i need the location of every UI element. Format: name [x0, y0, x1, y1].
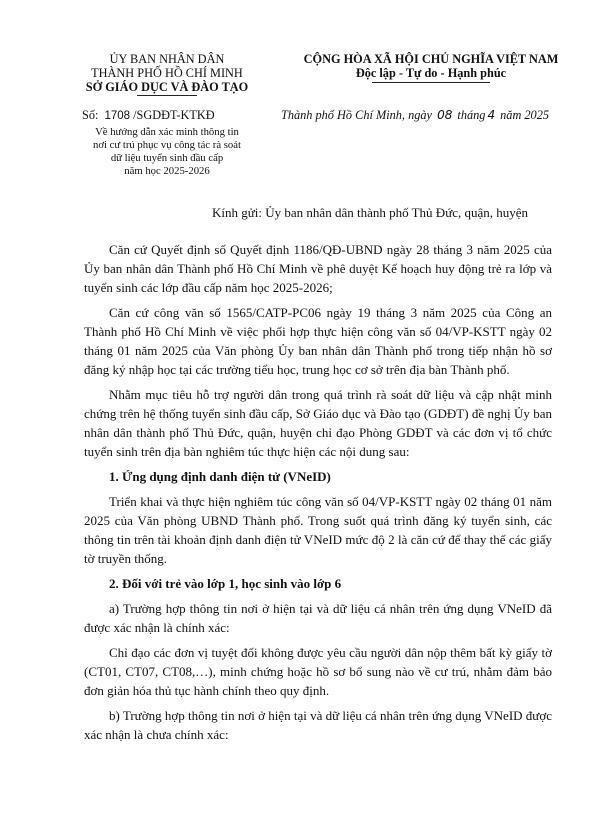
date-day: 08: [437, 108, 453, 122]
date-month: 4: [487, 108, 496, 122]
date-part-3: năm 2025: [500, 108, 550, 122]
document-number: [82, 108, 215, 123]
section-heading-1: 1. Ứng dụng định danh điện tử (VNeID): [109, 469, 331, 484]
paragraph-case-b: b) Trường hợp thông tin nơi ở hiện tại và dữ liệu cá nhân trên ứng dụng VNeID được xác nhận là chưa chính xác:: [84, 708, 552, 742]
place-and-date: [281, 108, 549, 123]
authority-line-3: SỞ GIÁO DỤC VÀ ĐÀO TẠO: [85, 80, 249, 94]
doc-number-suffix: /SGDĐT-KTKĐ: [133, 108, 215, 122]
doc-number-value: 1708: [104, 110, 131, 122]
document-subject: [62, 126, 272, 178]
paragraph-legal-basis-2: Căn cứ công văn số 1565/CATP-PC06 ngày 19 tháng 3 năm 2025 của Công an Thành phố Hồ Chí Minh về việc phối hợp thực hiện công văn số 04/VP-KSTT ngày 02 tháng 01 năm 2025 của Văn phòng Ủy ban nhân dân Thành phố trong tiếp nhận hồ sơ đăng ký nhập học tại các trường tiểu học, trung học cơ sở trên địa bàn Thành phố.: [84, 305, 552, 377]
section-heading-2: 2. Đối với trẻ vào lớp 1, học sinh vào lớp 6: [109, 576, 342, 591]
national-motto-header: [286, 52, 576, 83]
authority-line-2: THÀNH PHỐ HỒ CHÍ MINH: [91, 66, 243, 80]
authority-line-1: ỦY BAN NHÂN DÂN: [109, 52, 225, 66]
doc-number-prefix: Số:: [82, 108, 99, 122]
paragraph-case-a: a) Trường hợp thông tin nơi ở hiện tại và dữ liệu cá nhân trên ứng dụng VNeID đã được xác nhận là chính xác:: [84, 601, 552, 635]
paragraph-legal-basis-1: Căn cứ Quyết định số Quyết định 1186/QĐ-UBND ngày 28 tháng 3 năm 2025 của Ủy ban nhân dân Thành phố Hồ Chí Minh về phê duyệt Kế hoạch huy động trẻ ra lớp và tuyển sinh các lớp đầu cấp năm học 2025-2026;: [84, 242, 552, 295]
motto: Độc lập - Tự do - Hạnh phúc: [355, 66, 507, 80]
subject-line-3: dữ liệu tuyển sinh đầu cấp: [110, 152, 224, 164]
authority-underline: [137, 95, 197, 96]
date-part-2: tháng: [457, 108, 486, 122]
motto-underline: [372, 82, 490, 83]
subject-line-1: Về hướng dẫn xác minh thông tin: [95, 126, 239, 138]
subject-line-4: năm học 2025-2026: [124, 165, 210, 177]
subject-line-2: nơi cư trú phục vụ công tác rà soát: [93, 139, 241, 151]
paragraph-vneid: Triển khai và thực hiện nghiêm túc công văn số 04/VP-KSTT ngày 02 tháng 01 năm 2025 của Văn phòng UBND Thành phố. Trong suốt quá trình đăng ký tuyển sinh, các thông tin trên tài khoản định danh điện tử VNeID mức độ 2 là căn cứ để thay thế các giấy tờ truyền thống.: [84, 494, 552, 566]
document-body: [84, 240, 552, 750]
paragraph-purpose: Nhằm mục tiêu hỗ trợ người dân trong quá trình rà soát dữ liệu và cập nhật minh chứng trên hệ thống tuyển sinh đầu cấp, Sở Giáo dục và Đào tạo (GDĐT) đề nghị Ủy ban nhân dân thành phố Thủ Đức, quận, huyện chỉ đạo Phòng GDĐT và các đơn vị tổ chức tuyển sinh trên địa bàn nghiêm túc thực hiện các nội dung sau:: [84, 387, 552, 459]
recipient-line: Kính gửi: Ủy ban nhân dân thành phố Thủ Đức, quận, huyện: [212, 205, 529, 220]
nation-name: CỘNG HÒA XÃ HỘI CHỦ NGHĨA VIỆT NAM: [303, 52, 559, 66]
issuing-authority-header: [60, 52, 274, 96]
paragraph-case-a-instruction: Chỉ đạo các đơn vị tuyệt đối không được yêu cầu người dân nộp thêm bất kỳ giấy tờ (CT01, CT07, CT08,…), minh chứng hoặc hồ sơ bổ sung nào về cư trú, nhằm đảm bảo đơn giản hóa thủ tục hành chính theo quy định.: [84, 645, 552, 698]
date-part-1: Thành phố Hồ Chí Minh, ngày: [281, 108, 432, 122]
